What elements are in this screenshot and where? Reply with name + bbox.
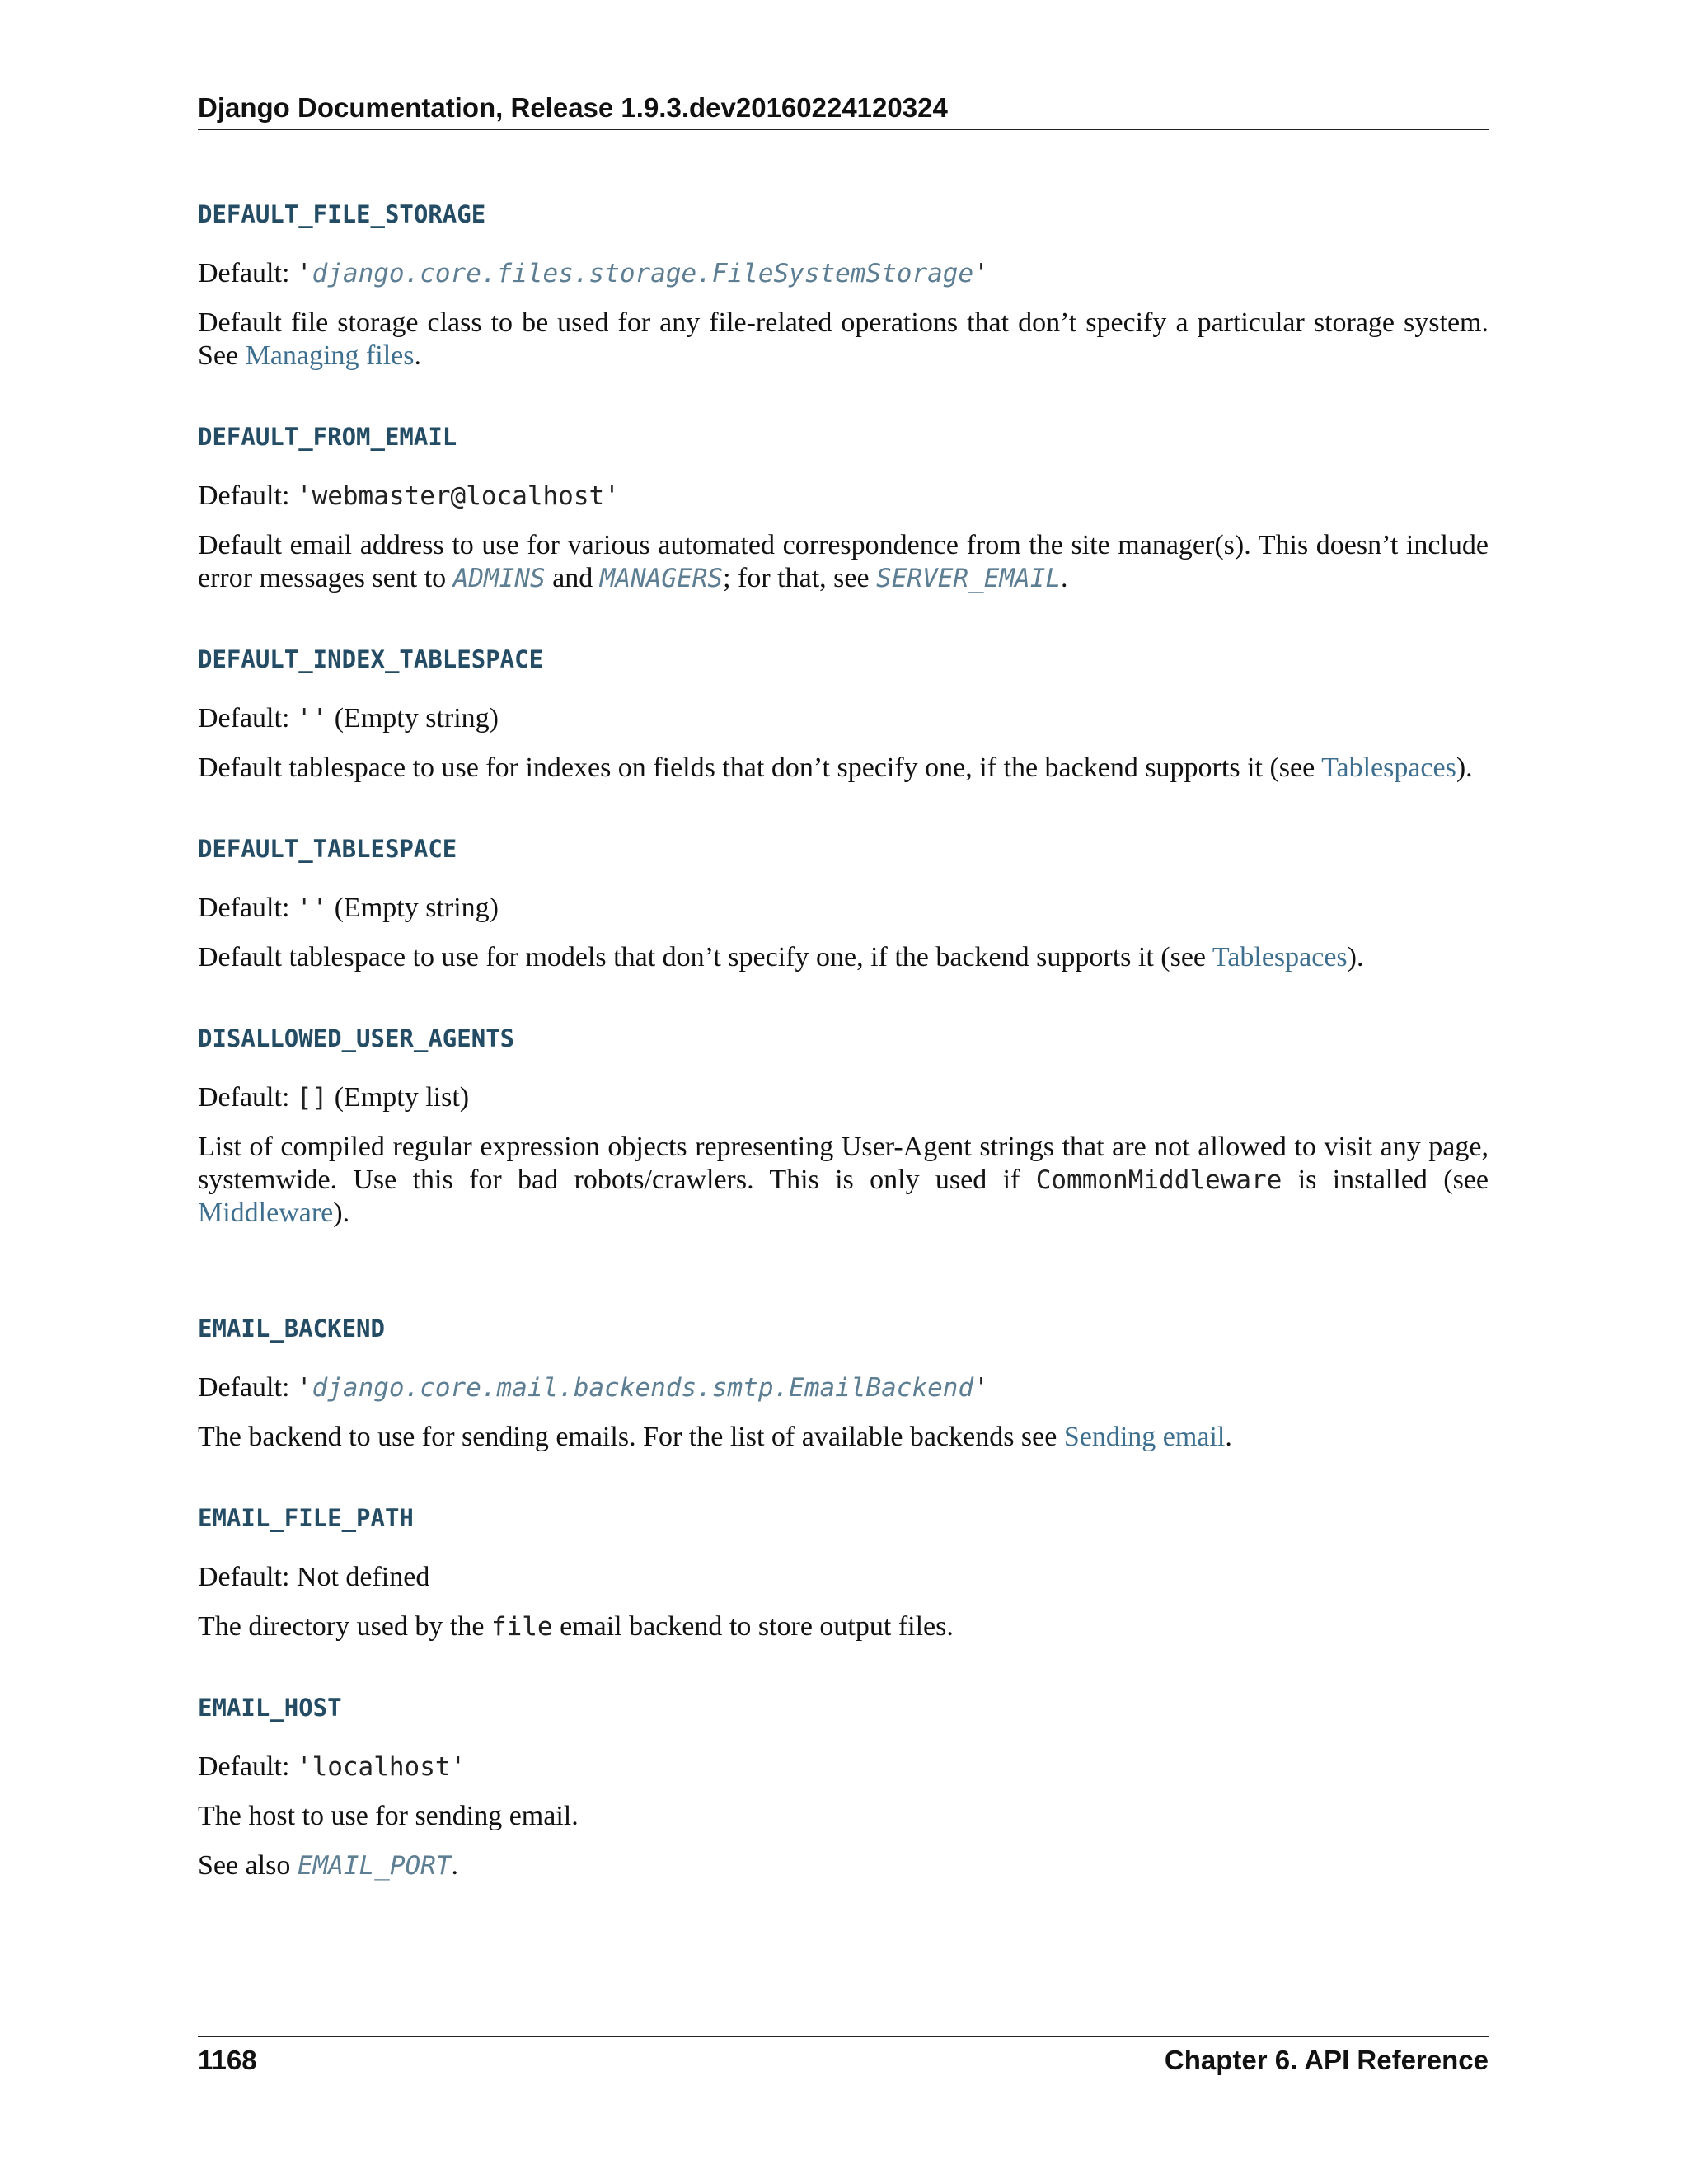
setting-title: DEFAULT_FILE_STORAGE (198, 200, 486, 228)
page-footer (198, 2036, 1489, 2077)
managers-link[interactable]: MANAGERS (599, 564, 724, 593)
server-email-link[interactable]: SERVER_EMAIL (876, 564, 1062, 593)
managing-files-link[interactable]: Managing files (245, 340, 415, 371)
setting-description: List of compiled regular expression objects representing User-Agent strings that are not allowed to visit any page, systemwide. Use this for bad robots/crawlers. This is only used if CommonMiddleware is installed (see Middleware). (198, 1132, 1489, 1228)
setting-default: Default: '' (Empty string) (198, 703, 499, 733)
page-header (198, 91, 1489, 130)
admins-link[interactable]: ADMINS (452, 564, 546, 593)
email-port-link[interactable]: EMAIL_PORT (297, 1851, 452, 1881)
see-also: See also EMAIL_PORT. (198, 1850, 458, 1881)
file-system-storage-link[interactable]: django.core.files.storage.FileSystemStorage (312, 259, 974, 288)
document-title: Django Documentation, Release 1.9.3.dev20160224120324 (198, 92, 948, 123)
setting-email-host (198, 1691, 1489, 1882)
chapter-title: Chapter 6. API Reference (1164, 2045, 1489, 2075)
setting-title: EMAIL_HOST (198, 1694, 342, 1722)
tablespaces-link[interactable]: Tablespaces (1321, 752, 1456, 783)
setting-description: Default email address to use for various automated correspondence from the site manager(s). This doesn’t include error messages sent to ADMINS and MANAGERS; for that, see SERVER_EMAIL. (198, 530, 1489, 593)
setting-default-file-storage (198, 198, 1489, 373)
setting-title: EMAIL_FILE_PATH (198, 1504, 414, 1532)
setting-email-file-path (198, 1502, 1489, 1643)
setting-default-tablespace (198, 832, 1489, 974)
setting-default: Default: 'django.core.files.storage.FileSystemStorage' (198, 258, 989, 288)
setting-description: The host to use for sending email. (198, 1801, 579, 1831)
setting-description: Default tablespace to use for models that don’t specify one, if the backend supports it (see Tablespaces). (198, 942, 1364, 972)
smtp-email-backend-link[interactable]: django.core.mail.backends.smtp.EmailBackend (312, 1373, 974, 1403)
setting-default-index-tablespace (198, 643, 1489, 785)
setting-description: Default file storage class to be used for any file-related operations that don’t specify a particular storage system. See Managing files. (198, 307, 1489, 371)
setting-description: The directory used by the file email backend to store output files. (198, 1611, 954, 1642)
middleware-link[interactable]: Middleware (198, 1197, 334, 1228)
setting-email-backend (198, 1312, 1489, 1454)
setting-default: Default: 'webmaster@localhost' (198, 480, 620, 511)
setting-title: EMAIL_BACKEND (198, 1315, 385, 1343)
sending-email-link[interactable]: Sending email (1063, 1422, 1226, 1452)
settings-content (198, 198, 1489, 1882)
setting-default: Default: 'django.core.mail.backends.smtp.EmailBackend' (198, 1372, 989, 1403)
setting-description: The backend to use for sending emails. For the list of available backends see Sending email. (198, 1422, 1232, 1452)
setting-title: DEFAULT_TABLESPACE (198, 835, 457, 863)
setting-disallowed-user-agents (198, 1022, 1489, 1230)
page-number: 1168 (198, 2045, 257, 2075)
setting-title: DISALLOWED_USER_AGENTS (198, 1024, 515, 1052)
setting-default: Default: '' (Empty string) (198, 893, 499, 923)
tablespaces-link[interactable]: Tablespaces (1212, 942, 1348, 972)
setting-default: Default: [] (Empty list) (198, 1082, 470, 1113)
setting-description: Default tablespace to use for indexes on fields that don’t specify one, if the backend supports it (see Tablespaces). (198, 752, 1473, 783)
setting-default: Default: 'localhost' (198, 1751, 467, 1782)
setting-title: DEFAULT_INDEX_TABLESPACE (198, 645, 544, 673)
setting-title: DEFAULT_FROM_EMAIL (198, 423, 457, 451)
setting-default: Default: Not defined (198, 1562, 430, 1592)
setting-default-from-email (198, 420, 1489, 595)
